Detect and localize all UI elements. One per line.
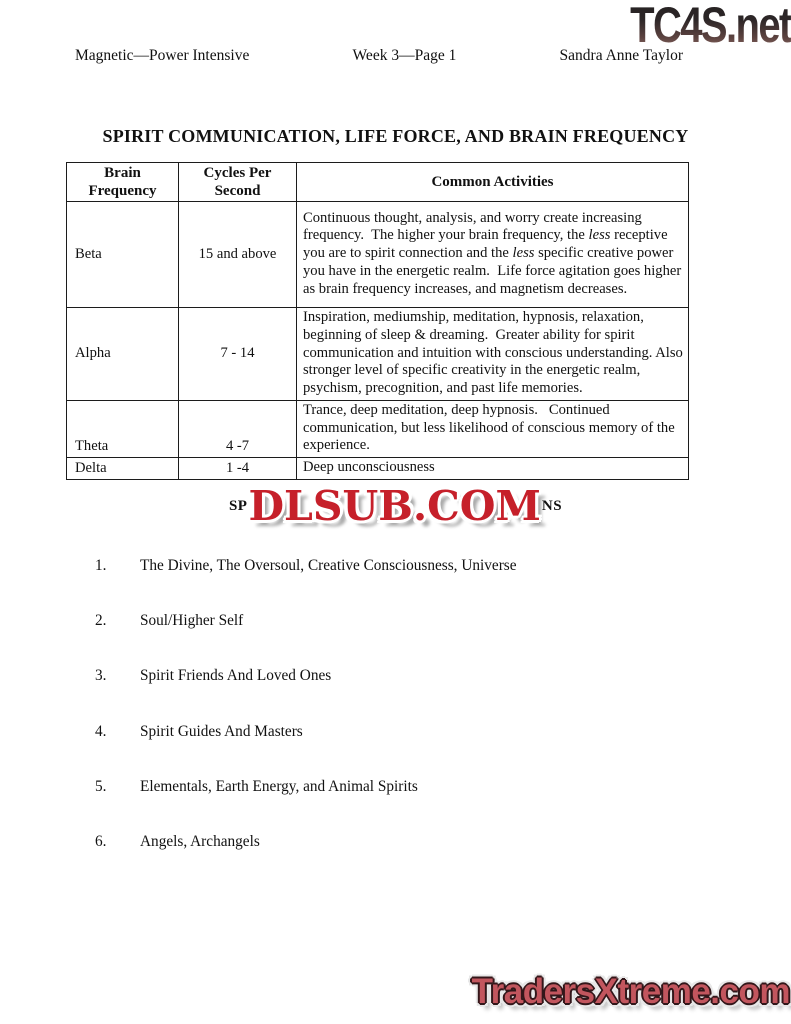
list-item	[95, 723, 655, 778]
col-header-brain-frequency: Brain Frequency	[67, 163, 179, 202]
cell-frequency: Delta	[67, 458, 179, 480]
spirit-connections-list	[95, 557, 655, 888]
page-title: SPIRIT COMMUNICATION, LIFE FORCE, AND BRAIN FREQUENCY	[102, 126, 689, 146]
cell-frequency: Beta	[67, 202, 179, 308]
list-item-text: Spirit Friends And Loved Ones	[140, 667, 332, 685]
tc4s-logo: TC4S.net	[630, 0, 791, 54]
list-item	[95, 612, 655, 667]
heading-fragment-left: SP	[228, 497, 248, 514]
brain-frequency-table	[66, 162, 689, 480]
list-item-text: Elementals, Earth Energy, and Animal Spirits	[140, 777, 418, 795]
spirit-section-heading	[0, 482, 791, 530]
activities-italic: less	[512, 245, 535, 262]
cell-activities: Trance, deep meditation, deep hypnosis. Continued communication, but less likelihood of conscious memory of the experience.	[297, 401, 689, 458]
col-header-cycles-per-second: Cycles Per Second	[179, 163, 297, 202]
list-item-number: 5.	[95, 777, 107, 795]
table-row-theta	[67, 401, 689, 458]
header-week-page: Week 3—Page 1	[352, 47, 457, 64]
list-item	[95, 833, 655, 888]
dlsub-watermark: DLSUB.COM	[248, 482, 541, 530]
activities-italic: less	[588, 227, 611, 244]
list-item-text: The Divine, The Oversoul, Creative Consciousness, Universe	[140, 557, 517, 574]
cell-cycles: 4 -7	[179, 401, 297, 458]
page-header	[75, 47, 683, 65]
table-row-alpha	[67, 308, 689, 401]
table-row-beta	[67, 202, 689, 308]
table-row-delta	[67, 458, 689, 480]
cell-cycles: 15 and above	[179, 202, 297, 308]
tradersxtreme-watermark: TradersXtreme.com	[471, 972, 790, 1011]
list-item	[95, 557, 655, 612]
list-item-text: Angels, Archangels	[140, 832, 260, 850]
cell-cycles: 7 - 14	[179, 308, 297, 401]
cell-frequency: Alpha	[67, 308, 179, 401]
header-course-title: Magnetic—Power Intensive	[75, 47, 250, 64]
list-item-text: Soul/Higher Self	[140, 612, 244, 630]
list-item-number: 4.	[95, 722, 107, 740]
list-item	[95, 778, 655, 833]
list-item-number: 6.	[95, 832, 107, 850]
activities-text: Continuous thought, analysis, and worry create increasing frequency. The higher your brain frequency, the	[303, 209, 646, 244]
cell-cycles: 1 -4	[179, 458, 297, 480]
cell-activities	[297, 202, 689, 308]
list-item-number: 1.	[95, 557, 107, 574]
table-header-row	[67, 163, 689, 202]
cell-frequency: Theta	[67, 401, 179, 458]
cell-activities: Deep unconsciousness	[297, 458, 689, 480]
list-item	[95, 667, 655, 722]
activities-text: receptive you are to spirit connection and the	[303, 227, 672, 262]
list-item-number: 2.	[95, 612, 107, 630]
heading-fragment-right: NS	[541, 497, 563, 514]
col-header-common-activities: Common Activities	[297, 163, 689, 202]
activities-text: specific creative power you have in the energetic realm. Life force agitation goes higher as brain frequency increases, and magnetism decreases.	[303, 245, 685, 297]
list-item-text: Spirit Guides And Masters	[140, 722, 303, 740]
header-author: Sandra Anne Taylor	[559, 47, 683, 64]
cell-activities: Inspiration, mediumship, meditation, hypnosis, relaxation, beginning of sleep & dreaming. Greater ability for spirit communication and intuition with conscious understanding. Also stronger level of specific creativity in the energetic realm, psychism, precognition, and past life memories.	[297, 308, 689, 401]
list-item-number: 3.	[95, 667, 107, 685]
